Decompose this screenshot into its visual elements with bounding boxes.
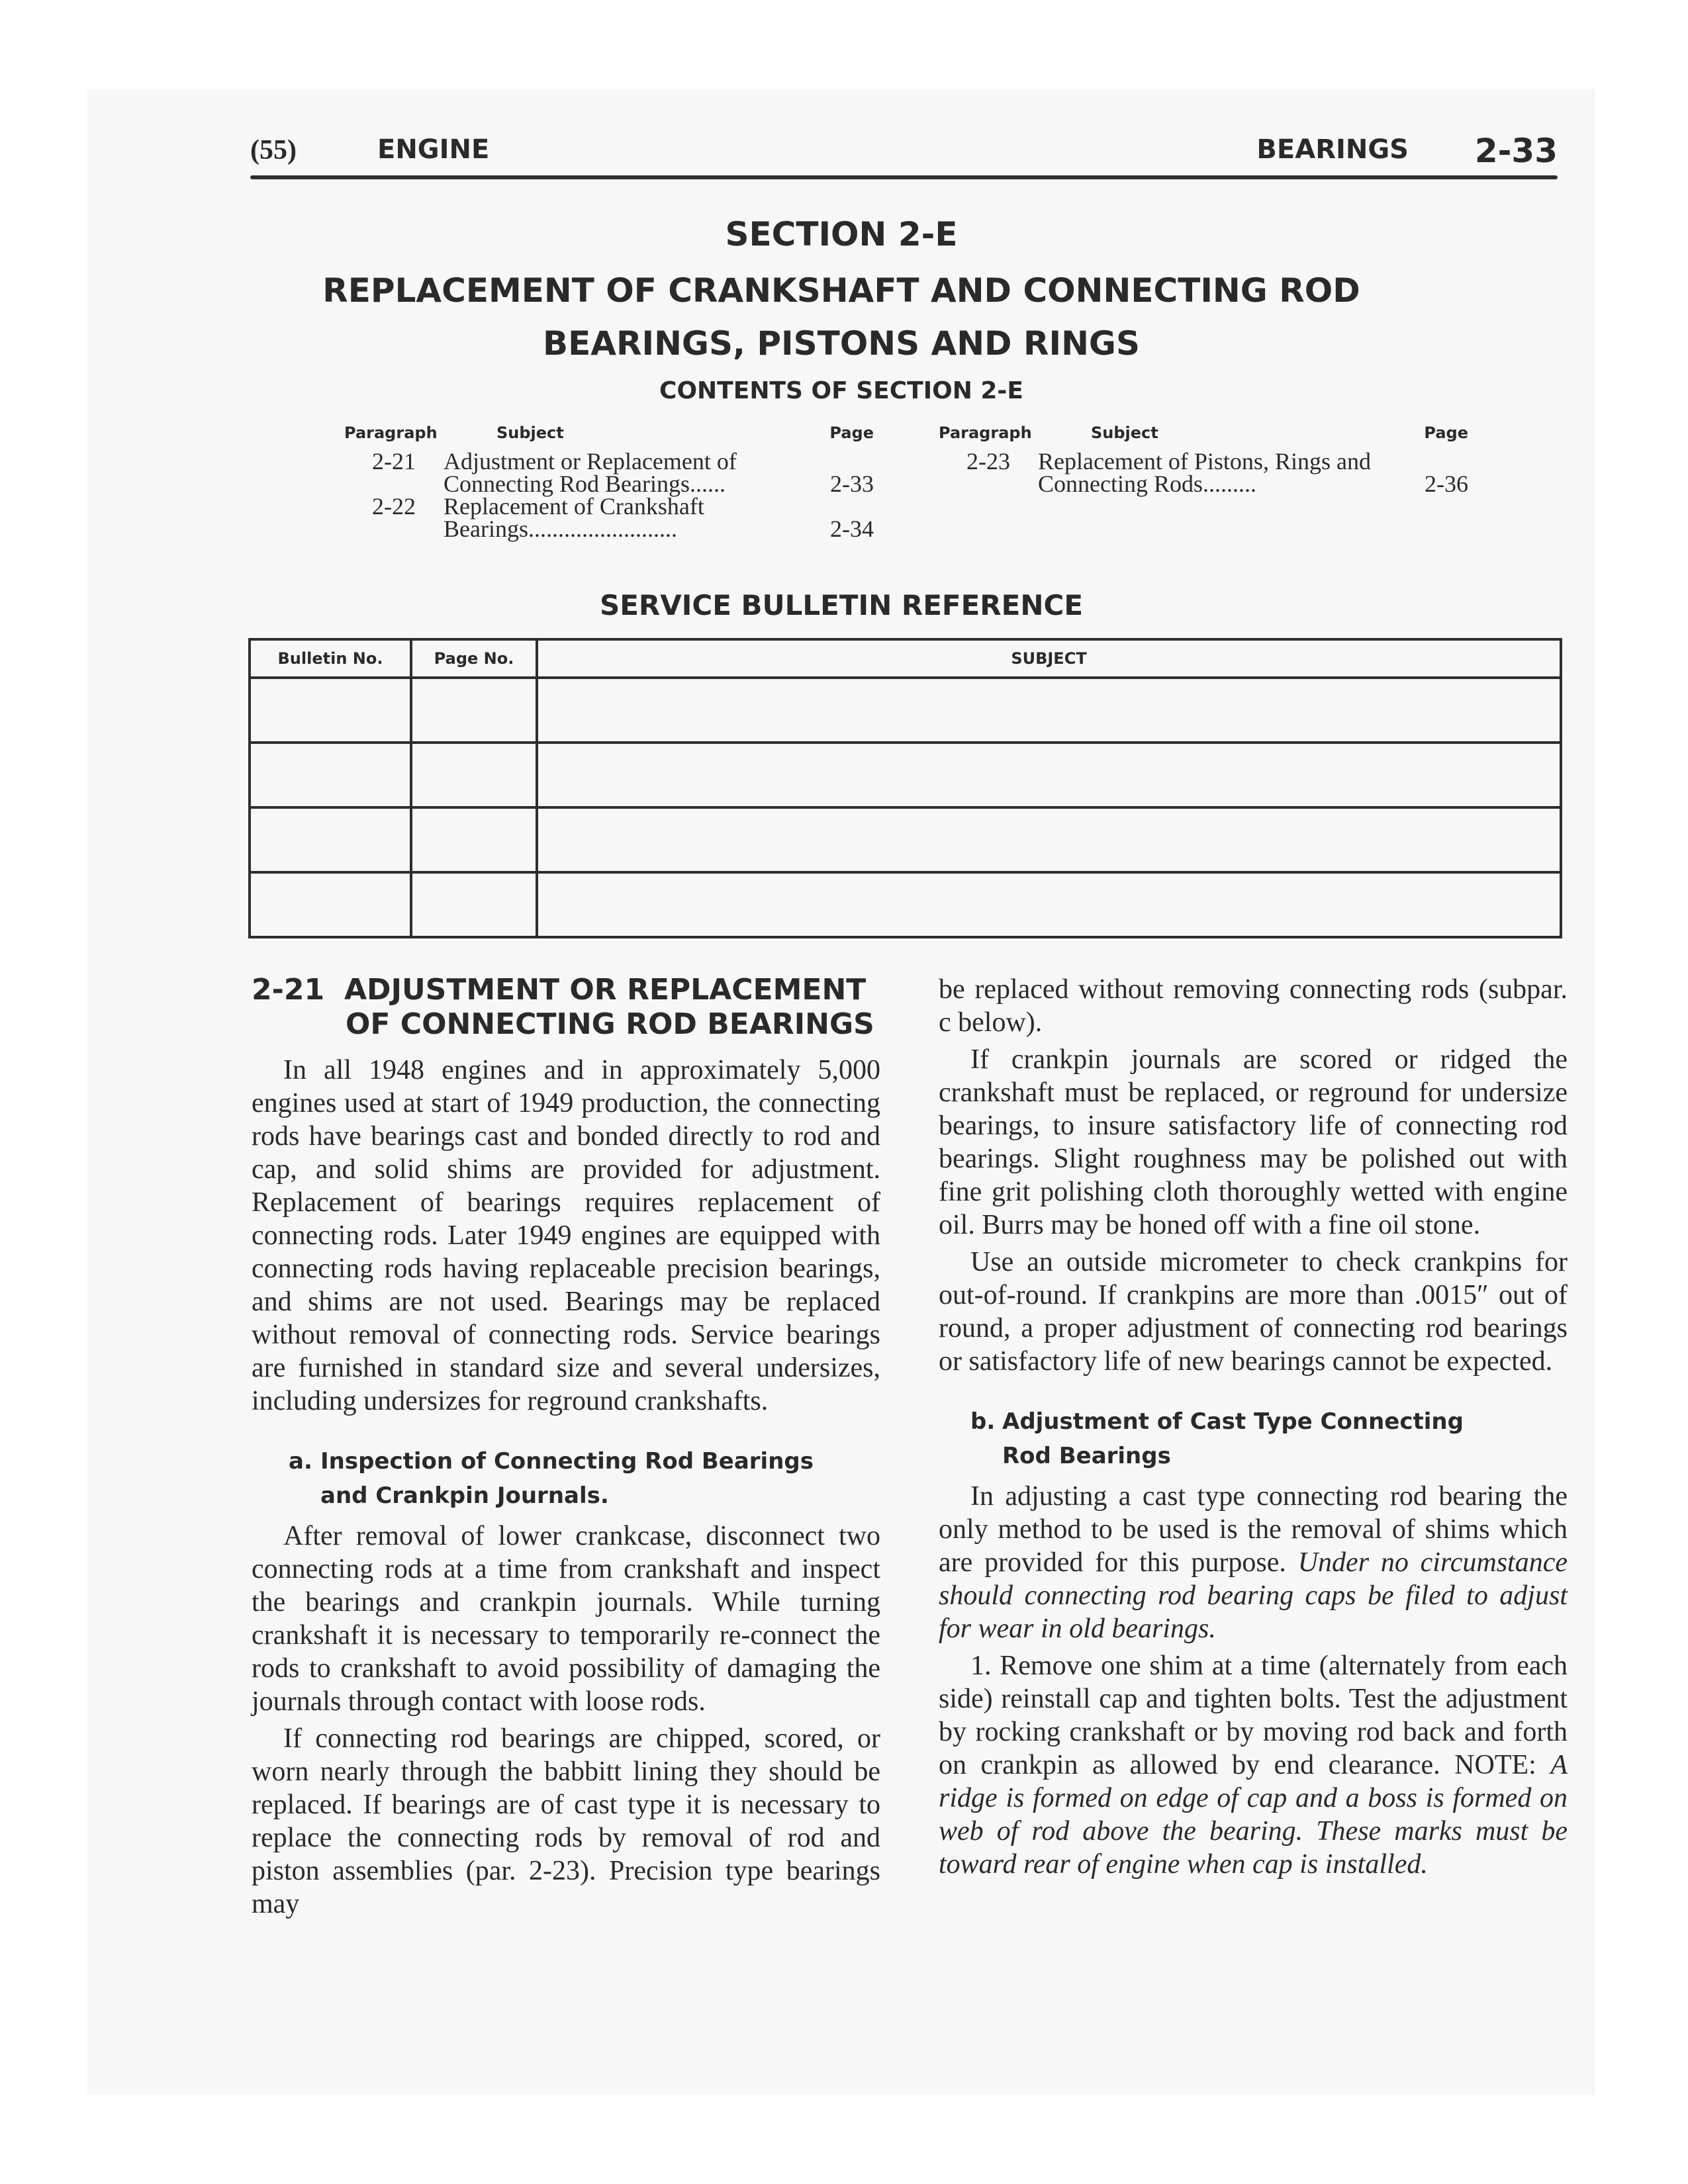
note-italic: A ridge is formed on edge of cap and a boss is formed on web of rod above the bearing. These marks must be toward rear of engine when cap is installed. xyxy=(939,1750,1568,1880)
paragraph: If crankpin journals are scored or ridged the crankshaft must be replaced, or reground for undersize bearings, to insure satisfactory life of connecting rod bearings. Slight roughness may be polished out with fine grit polishing cloth thoroughly wetted with engine oil. Burrs may be honed off with a fine oil stone. xyxy=(939,1044,1568,1240)
subheading-b xyxy=(939,1404,1568,1473)
table-row xyxy=(250,743,1561,807)
col-header-paragraph: Paragraph xyxy=(939,424,1032,442)
contents-left xyxy=(344,424,874,540)
paragraph: After removal of lower crankcase, disconnect two connecting rods at a time from crankshaft and inspect the bearings and crankpin journals. While turning crankshaft it is necessary to temporarily re-connect the rods to crankshaft to avoid possibility of damaging the journals through contact with loose rods. xyxy=(252,1521,880,1717)
cell xyxy=(537,872,1561,937)
table-row xyxy=(250,872,1561,937)
cell xyxy=(250,743,411,807)
cell xyxy=(537,807,1561,872)
toc-page: 2-34 xyxy=(830,516,874,542)
cell xyxy=(250,872,411,937)
cell xyxy=(411,678,537,743)
cell xyxy=(250,807,411,872)
table-header-row xyxy=(250,639,1561,678)
col-header-paragraph: Paragraph xyxy=(344,424,438,442)
left-column xyxy=(252,973,880,1921)
section-heading-line1: ADJUSTMENT OR REPLACEMENT xyxy=(344,973,867,1007)
topic-title: BEARINGS xyxy=(1256,134,1409,165)
warning-italic: Under no circumstance should connecting rod bearing caps be filed to adjust for wear in old bearings. xyxy=(939,1547,1568,1644)
col-subject: SUBJECT xyxy=(537,639,1561,678)
col-header-page: Page xyxy=(1424,424,1468,442)
subheading-label: a. xyxy=(289,1448,312,1475)
section-heading-2-21 xyxy=(252,973,880,1042)
toc-page: 2-36 xyxy=(1425,471,1468,497)
section-heading-line2: OF CONNECTING ROD BEARINGS xyxy=(346,1007,874,1041)
subheading-a xyxy=(252,1444,880,1513)
cell xyxy=(537,743,1561,807)
col-header-subject: Subject xyxy=(1091,424,1158,442)
col-header-subject: Subject xyxy=(496,424,564,442)
bulletin-table xyxy=(248,638,1562,938)
toc-entry[interactable] xyxy=(344,450,874,495)
toc-subject: Adjustment or Replacement of Connecting Rod Bearings...... xyxy=(444,448,737,497)
subheading-label: b. xyxy=(970,1408,996,1435)
col-page-no: Page No. xyxy=(411,639,537,678)
subheading-line1: Adjustment of Cast Type Connecting xyxy=(1002,1408,1464,1435)
contents-header xyxy=(344,424,874,450)
paragraph: Use an outside micrometer to check crankpins for out-of-round. If crankpins are more than .0015″ out of round, a proper adjustment of connecting rod bearings or satisfactory life of new bearings cannot be expected. xyxy=(939,1247,1568,1377)
cell xyxy=(411,743,537,807)
toc-paragraph: 2-22 xyxy=(372,493,416,520)
contents-right xyxy=(939,424,1468,495)
paragraph-continued: be replaced without removing connecting rods (subpar. c below). xyxy=(939,974,1568,1038)
page-number: (55) xyxy=(250,135,297,165)
toc-entry[interactable] xyxy=(344,495,874,540)
table-row xyxy=(250,807,1561,872)
table-row xyxy=(250,678,1561,743)
section-number: 2-21 xyxy=(252,973,325,1007)
col-header-page: Page xyxy=(829,424,874,442)
section-subtitle-line2: BEARINGS, PISTONS AND RINGS xyxy=(543,324,1140,363)
paragraph-text: In adjusting a cast type connecting rod bearing the only method to be used is the removal of shims which are provided for this purpose. xyxy=(939,1481,1568,1578)
section-title: SECTION 2-E xyxy=(725,215,958,253)
cell xyxy=(411,807,537,872)
section-subtitle-line1: REPLACEMENT OF CRANKSHAFT AND CONNECTING ROD xyxy=(322,271,1360,310)
subheading-line2: Rod Bearings xyxy=(1002,1443,1171,1469)
right-column xyxy=(939,973,1568,1881)
contents-heading: CONTENTS OF SECTION 2-E xyxy=(659,377,1023,404)
toc-subject: Replacement of Crankshaft Bearings......................... xyxy=(444,493,704,542)
toc-entry[interactable] xyxy=(939,450,1468,495)
subheading-line1: Inspection of Connecting Rod Bearings xyxy=(320,1448,814,1475)
toc-page: 2-33 xyxy=(830,471,874,497)
intro-paragraph: In all 1948 engines and in approximately 5,000 engines used at start of 1949 production, the connecting rods have bearings cast and bonded directly to rod and cap, and solid shims are provided for adjustment. Replacement of bearings requires replacement of connecting rods. Later 1949 engines are equipped with connecting rods having replaceable precision bearings, and shims are not used. Bearings may be replaced without removal of connecting rods. Service bearings are furnished in standard size and several undersizes, including undersizes for reground crankshafts. xyxy=(252,1055,880,1416)
toc-paragraph: 2-23 xyxy=(966,448,1010,475)
cell xyxy=(250,678,411,743)
paragraph xyxy=(939,1649,1568,1881)
toc-paragraph: 2-21 xyxy=(372,448,416,475)
paragraph-text: 1. Remove one shim at a time (alternately from each side) reinstall cap and tighten bolts. Test the adjustment by rocking crankshaft or by moving rod back and forth on crankpin as allowed by end clearance. NOTE: xyxy=(939,1651,1568,1780)
folio-number: 2-33 xyxy=(1474,132,1558,170)
bulletin-title: SERVICE BULLETIN REFERENCE xyxy=(599,589,1084,621)
paragraph: If connecting rod bearings are chipped, scored, or worn nearly through the babbitt lining they should be replaced. If bearings are of cast type it is necessary to replace the connecting rods by removal of rod and piston assemblies (par. 2-23). Precision type bearings may xyxy=(252,1723,880,1919)
paragraph xyxy=(939,1480,1568,1645)
header-rule xyxy=(250,175,1558,179)
toc-subject: Replacement of Pistons, Rings and Connecting Rods......... xyxy=(1038,448,1371,497)
subheading-line2: and Crankpin Journals. xyxy=(320,1482,609,1509)
contents-header xyxy=(939,424,1468,450)
cell xyxy=(411,872,537,937)
cell xyxy=(537,678,1561,743)
running-header xyxy=(250,129,1558,169)
chapter-title: ENGINE xyxy=(377,134,490,165)
col-bulletin-no: Bulletin No. xyxy=(250,639,411,678)
